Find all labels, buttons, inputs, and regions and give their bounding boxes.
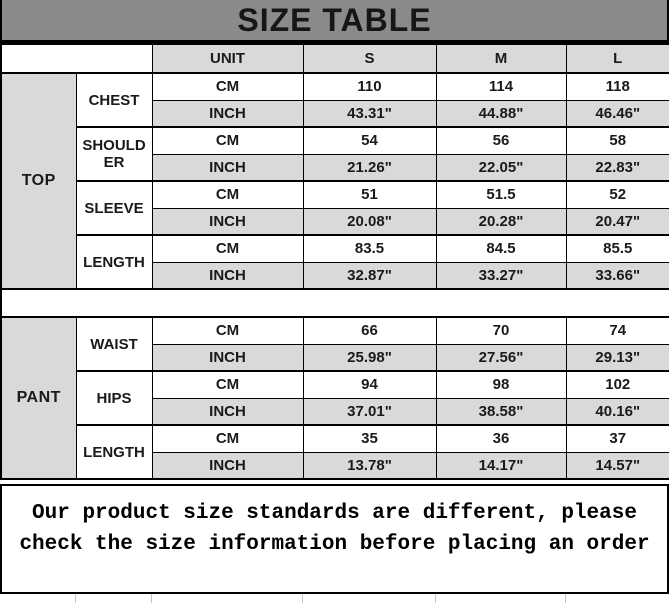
value-cell: 33.27": [436, 262, 566, 289]
value-cell: 25.98": [303, 344, 436, 371]
unit-label: CM: [152, 73, 303, 100]
value-cell: 29.13": [566, 344, 669, 371]
value-cell: 85.5: [566, 235, 669, 262]
unit-label: CM: [152, 317, 303, 344]
value-cell: 37.01": [303, 398, 436, 425]
table-row: [1, 73, 669, 100]
value-cell: 54: [303, 127, 436, 154]
measure-shoulder: SHOULDER: [76, 127, 152, 181]
category-pant: PANT: [1, 317, 76, 479]
value-cell: 35: [303, 425, 436, 452]
spacer-row: [1, 289, 669, 317]
value-cell: 94: [303, 371, 436, 398]
unit-column-header: UNIT: [152, 44, 303, 73]
size-note: Our product size standards are different, please check the size information before placing an order: [0, 484, 669, 594]
grid-line: [302, 594, 303, 603]
grid-line: [435, 594, 436, 603]
value-cell: 118: [566, 73, 669, 100]
value-cell: 56: [436, 127, 566, 154]
value-cell: 84.5: [436, 235, 566, 262]
unit-label: INCH: [152, 398, 303, 425]
value-cell: 98: [436, 371, 566, 398]
unit-label: INCH: [152, 262, 303, 289]
value-cell: 33.66": [566, 262, 669, 289]
value-cell: 44.88": [436, 100, 566, 127]
unit-label: CM: [152, 127, 303, 154]
table-row: [1, 371, 669, 398]
value-cell: 36: [436, 425, 566, 452]
value-cell: 74: [566, 317, 669, 344]
measure-waist: WAIST: [76, 317, 152, 371]
value-cell: 102: [566, 371, 669, 398]
measure-chest: CHEST: [76, 73, 152, 127]
measure-length-top: LENGTH: [76, 235, 152, 289]
title-bar: [0, 0, 669, 43]
table-row: [1, 425, 669, 452]
unit-label: CM: [152, 371, 303, 398]
measure-length-pant: LENGTH: [76, 425, 152, 479]
value-cell: 37: [566, 425, 669, 452]
value-cell: 46.46": [566, 100, 669, 127]
table-row: [1, 317, 669, 344]
value-cell: 40.16": [566, 398, 669, 425]
value-cell: 20.47": [566, 208, 669, 235]
value-cell: 14.57": [566, 452, 669, 479]
value-cell: 66: [303, 317, 436, 344]
value-cell: 51: [303, 181, 436, 208]
value-cell: 21.26": [303, 154, 436, 181]
bottom-gridline-strip: [0, 594, 669, 603]
value-cell: 83.5: [303, 235, 436, 262]
table-row: [1, 181, 669, 208]
unit-label: CM: [152, 235, 303, 262]
table-row: [1, 127, 669, 154]
value-cell: 14.17": [436, 452, 566, 479]
value-cell: 52: [566, 181, 669, 208]
value-cell: 114: [436, 73, 566, 100]
value-cell: 20.08": [303, 208, 436, 235]
size-l-header: L: [566, 44, 669, 73]
measure-sleeve: SLEEVE: [76, 181, 152, 235]
page-title: SIZE TABLE: [237, 1, 432, 38]
value-cell: 22.83": [566, 154, 669, 181]
value-cell: 27.56": [436, 344, 566, 371]
category-top: TOP: [1, 73, 76, 289]
value-cell: 58: [566, 127, 669, 154]
unit-label: CM: [152, 425, 303, 452]
grid-line: [75, 594, 76, 603]
unit-label: INCH: [152, 154, 303, 181]
empty-header-cell: [1, 44, 152, 73]
value-cell: 32.87": [303, 262, 436, 289]
value-cell: 43.31": [303, 100, 436, 127]
grid-line: [151, 594, 152, 603]
table-header-row: [1, 44, 669, 73]
value-cell: 13.78": [303, 452, 436, 479]
value-cell: 20.28": [436, 208, 566, 235]
value-cell: 38.58": [436, 398, 566, 425]
size-table: [0, 43, 669, 480]
value-cell: 22.05": [436, 154, 566, 181]
value-cell: 110: [303, 73, 436, 100]
spacer-cell: [1, 289, 669, 317]
table-row: [1, 235, 669, 262]
size-s-header: S: [303, 44, 436, 73]
unit-label: INCH: [152, 452, 303, 479]
measure-hips: HIPS: [76, 371, 152, 425]
value-cell: 51.5: [436, 181, 566, 208]
unit-label: INCH: [152, 344, 303, 371]
unit-label: INCH: [152, 208, 303, 235]
value-cell: 70: [436, 317, 566, 344]
unit-label: INCH: [152, 100, 303, 127]
size-m-header: M: [436, 44, 566, 73]
unit-label: CM: [152, 181, 303, 208]
grid-line: [565, 594, 566, 603]
